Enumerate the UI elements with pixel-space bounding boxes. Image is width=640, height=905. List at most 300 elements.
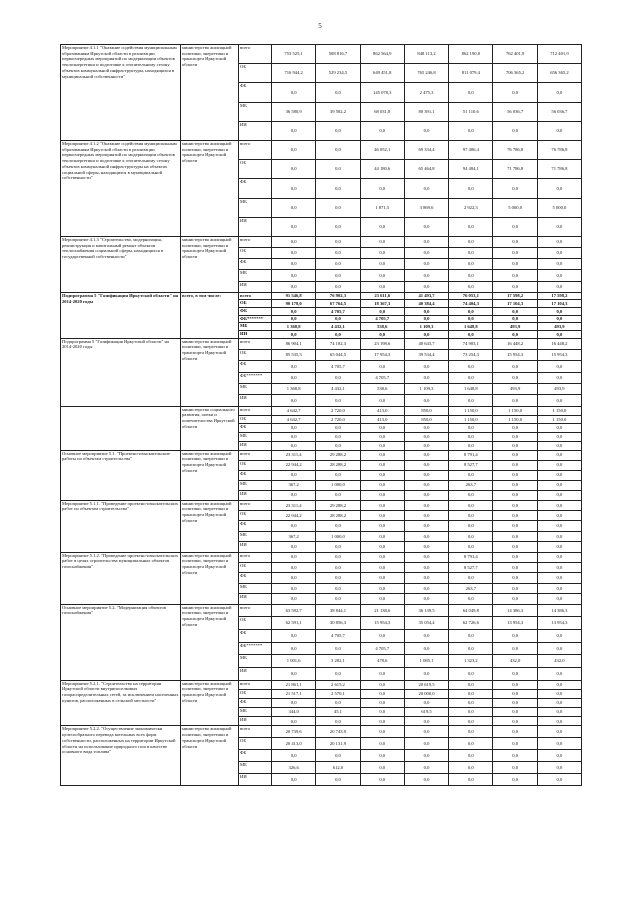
amount-cell: 0,0: [449, 433, 493, 442]
amount-cell: 0,0: [449, 179, 493, 198]
amount-cell: 20 739,6: [272, 726, 316, 738]
funding-source: ОБ: [239, 160, 272, 179]
amount-cell: 0,0: [272, 236, 316, 247]
amount-cell: 0,0: [360, 460, 404, 470]
amount-cell: 0,0: [360, 361, 404, 372]
amount-cell: 76 902,3: [316, 292, 360, 300]
amount-cell: 0,0: [404, 726, 448, 738]
amount-cell: 40 384,4: [404, 300, 448, 308]
amount-cell: 0,0: [360, 563, 404, 573]
amount-cell: 0,0: [404, 629, 448, 642]
amount-cell: 36 139,5: [404, 604, 448, 617]
funding-source: ИИ: [239, 441, 272, 450]
funding-source: ИИ: [239, 594, 272, 604]
amount-cell: 0,0: [404, 395, 448, 406]
amount-cell: 0,0: [316, 542, 360, 552]
funding-source: ФБ: [239, 83, 272, 102]
amount-cell: 0,0: [404, 511, 448, 521]
amount-cell: 0,0: [316, 315, 360, 323]
amount-cell: 0,0: [360, 433, 404, 442]
amount-cell: 4 432,1: [316, 384, 360, 395]
amount-cell: 8 791,4: [449, 450, 493, 460]
funding-source: ФБ: [239, 259, 272, 270]
amount-cell: 86 904,1: [272, 338, 316, 349]
amount-cell: 0,0: [449, 726, 493, 738]
amount-cell: 612,0: [316, 762, 360, 774]
amount-cell: 0,0: [360, 424, 404, 433]
funding-source: ОБ: [239, 415, 272, 424]
amount-cell: 413,0: [360, 415, 404, 424]
funding-source: ОБ: [239, 738, 272, 750]
amount-cell: 0,0: [493, 552, 537, 562]
funding-source: всего: [239, 236, 272, 247]
activity-name: [61, 406, 181, 450]
amount-cell: 0,0: [404, 542, 448, 552]
amount-cell: 0,0: [493, 750, 537, 762]
amount-cell: 0,0: [537, 315, 581, 323]
amount-cell: 0,0: [404, 179, 448, 198]
amount-cell: 0,0: [537, 717, 581, 726]
amount-cell: 0,0: [272, 698, 316, 707]
amount-cell: 0,0: [360, 717, 404, 726]
amount-cell: 0,0: [404, 521, 448, 531]
amount-cell: 0,0: [272, 563, 316, 573]
table-row: [61, 552, 582, 562]
table-row: [61, 338, 582, 349]
amount-cell: 56 036,7: [493, 102, 537, 121]
amount-cell: 0,0: [537, 698, 581, 707]
amount-cell: 0,0: [449, 717, 493, 726]
executor-name: министерство жилищной политики, энергетики и транспорта Иркутской области: [181, 236, 239, 292]
amount-cell: 97 406,4: [449, 140, 493, 159]
amount-cell: 0,0: [537, 531, 581, 541]
amount-cell: 1 648,8: [449, 384, 493, 395]
executor-name: министерство жилищной политики, энергетики и транспорта Иркутской области: [181, 680, 239, 726]
amount-cell: 0,0: [360, 680, 404, 689]
amount-cell: 0,0: [272, 433, 316, 442]
funding-source: ИИ: [239, 121, 272, 140]
amount-cell: 0,0: [272, 217, 316, 236]
amount-cell: 0,0: [537, 762, 581, 774]
amount-cell: 0,0: [404, 717, 448, 726]
funding-source: всего: [239, 604, 272, 617]
amount-cell: 0,0: [493, 308, 537, 316]
funding-source: всего: [239, 45, 272, 64]
amount-cell: 0,0: [360, 698, 404, 707]
amount-cell: 0,0: [449, 531, 493, 541]
amount-cell: 2 720,0: [316, 415, 360, 424]
amount-cell: 0,0: [272, 198, 316, 217]
table-row: [61, 406, 582, 415]
amount-cell: 0,0: [360, 281, 404, 292]
amount-cell: 1 000,0: [316, 480, 360, 490]
amount-cell: 0,0: [272, 395, 316, 406]
amount-cell: 0,0: [316, 121, 360, 140]
amount-cell: 0,0: [493, 236, 537, 247]
amount-cell: 0,0: [449, 236, 493, 247]
amount-cell: 8 527,7: [449, 563, 493, 573]
amount-cell: 0,0: [449, 667, 493, 680]
amount-cell: 0,0: [404, 433, 448, 442]
amount-cell: 20 743,9: [316, 726, 360, 738]
funding-source: ФБ: [239, 573, 272, 583]
amount-cell: 0,0: [493, 698, 537, 707]
amount-cell: 538,6: [360, 384, 404, 395]
amount-cell: 0,0: [404, 424, 448, 433]
amount-cell: 0,0: [272, 629, 316, 642]
amount-cell: 1 368,8: [272, 323, 316, 331]
amount-cell: 0,0: [537, 680, 581, 689]
amount-cell: 4 705,7: [316, 308, 360, 316]
amount-cell: 493,9: [493, 323, 537, 331]
amount-cell: 0,0: [493, 563, 537, 573]
amount-cell: 0,0: [316, 750, 360, 762]
amount-cell: 0,0: [316, 217, 360, 236]
funding-source: МБ: [239, 762, 272, 774]
amount-cell: 4 432,1: [316, 323, 360, 331]
amount-cell: 0,0: [316, 395, 360, 406]
amount-cell: 0,0: [360, 500, 404, 510]
funding-source: всего: [239, 552, 272, 562]
amount-cell: 0,0: [537, 542, 581, 552]
activity-name: Подпрограмма 5 "Газификация Иркутской области" на 2014-2020 годы: [61, 338, 181, 406]
amount-cell: 0,0: [404, 762, 448, 774]
amount-cell: 14 386,3: [537, 604, 581, 617]
amount-cell: 0,0: [493, 583, 537, 593]
funding-source: ИИ: [239, 717, 272, 726]
amount-cell: 4 705,7: [360, 315, 404, 323]
amount-cell: 0,0: [493, 179, 537, 198]
amount-cell: 0,0: [404, 236, 448, 247]
amount-cell: 0,0: [493, 531, 537, 541]
amount-cell: 344,0: [272, 708, 316, 717]
amount-cell: 0,0: [316, 433, 360, 442]
amount-cell: 0,0: [404, 490, 448, 500]
amount-cell: 0,0: [537, 361, 581, 372]
amount-cell: 0,0: [493, 667, 537, 680]
amount-cell: 367,2: [272, 531, 316, 541]
amount-cell: 21 517,1: [272, 689, 316, 698]
funding-source: всего: [239, 500, 272, 510]
amount-cell: 74 404,3: [449, 300, 493, 308]
amount-cell: 0,0: [316, 198, 360, 217]
amount-cell: 0,0: [360, 490, 404, 500]
amount-cell: 44 180,6: [360, 160, 404, 179]
amount-cell: 16 448,2: [493, 338, 537, 349]
amount-cell: 0,0: [360, 441, 404, 450]
amount-cell: 46 052,1: [360, 140, 404, 159]
amount-cell: 0,0: [449, 490, 493, 500]
amount-cell: 0,0: [537, 750, 581, 762]
amount-cell: 0,0: [537, 667, 581, 680]
amount-cell: 0,0: [493, 83, 537, 102]
amount-cell: 23 311,4: [272, 450, 316, 460]
amount-cell: 29 288,2: [316, 450, 360, 460]
amount-cell: 0,0: [404, 583, 448, 593]
amount-cell: 367,2: [272, 480, 316, 490]
amount-cell: 0,0: [537, 738, 581, 750]
activity-name: Мероприятие 4.1.1 "Оказание содействия муниципальным образованиям Иркутской области в реализации первоочередных мероприятий по модернизации объектов теплоэнергетики и подготовке к отопительному сезону объектов коммунальной инфраструктуры, находящихся в муниципальной собственности": [61, 45, 181, 141]
amount-cell: 0,0: [493, 315, 537, 323]
amount-cell: 0,0: [493, 738, 537, 750]
amount-cell: 0,0: [360, 308, 404, 316]
amount-cell: 1 368,8: [272, 384, 316, 395]
funding-source: всего: [239, 726, 272, 738]
amount-cell: 0,0: [537, 248, 581, 259]
amount-cell: 0,0: [404, 738, 448, 750]
amount-cell: 1 150,0: [449, 415, 493, 424]
budget-table: [60, 44, 582, 786]
amount-cell: 1 109,3: [404, 384, 448, 395]
funding-source: всего: [239, 680, 272, 689]
amount-cell: 0,0: [449, 708, 493, 717]
amount-cell: 0,0: [493, 433, 537, 442]
amount-cell: 0,0: [449, 441, 493, 450]
funding-source: ИИ: [239, 542, 272, 552]
amount-cell: 0,0: [449, 121, 493, 140]
amount-cell: 0,0: [272, 717, 316, 726]
amount-cell: 0,0: [537, 331, 581, 339]
amount-cell: 0,0: [449, 762, 493, 774]
funding-source: ФБ: [239, 361, 272, 372]
amount-cell: 0,0: [493, 542, 537, 552]
amount-cell: 0,0: [493, 441, 537, 450]
amount-cell: 0,0: [272, 121, 316, 140]
amount-cell: 0,0: [537, 179, 581, 198]
amount-cell: 0,0: [449, 83, 493, 102]
amount-cell: 1 109,3: [404, 323, 448, 331]
funding-source: ИИ: [239, 667, 272, 680]
amount-cell: 848 113,2: [404, 45, 448, 64]
amount-cell: 0,0: [537, 521, 581, 531]
amount-cell: 0,0: [360, 470, 404, 480]
amount-cell: 63 592,7: [272, 604, 316, 617]
funding-source: ИИ: [239, 774, 272, 786]
amount-cell: 0,0: [493, 594, 537, 604]
executor-name: министерство жилищной политики, энергетики и транспорта Иркутской области: [181, 726, 239, 786]
amount-cell: 0,0: [404, 450, 448, 460]
funding-source: ОБ: [239, 460, 272, 470]
amount-cell: 0,0: [360, 708, 404, 717]
amount-cell: 91 546,8: [272, 292, 316, 300]
amount-cell: 0,0: [493, 270, 537, 281]
amount-cell: 0,0: [272, 667, 316, 680]
amount-cell: 4 705,7: [360, 372, 404, 383]
amount-cell: 0,0: [316, 594, 360, 604]
activity-name: Мероприятие 5.2.1. "Строительство на территории Иркутской области внутрипоселковых газораспределительных сетей, за исключением населенных пунктов, расположенных в сельской местности": [61, 680, 181, 726]
amount-cell: 3 869,6: [404, 198, 448, 217]
amount-cell: 0,0: [537, 217, 581, 236]
amount-cell: 0,0: [404, 594, 448, 604]
amount-cell: 5 000,0: [537, 198, 581, 217]
amount-cell: 649 451,8: [360, 64, 404, 83]
amount-cell: 90 178,0: [272, 300, 316, 308]
amount-cell: 0,0: [537, 552, 581, 562]
amount-cell: 23 611,6: [360, 292, 404, 300]
amount-cell: 23 311,4: [272, 500, 316, 510]
amount-cell: 0,0: [360, 121, 404, 140]
amount-cell: 62 591,1: [272, 617, 316, 630]
amount-cell: 0,0: [449, 281, 493, 292]
amount-cell: 20 131,9: [316, 738, 360, 750]
funding-source: ФБ*******: [239, 372, 272, 383]
amount-cell: 0,0: [316, 573, 360, 583]
amount-cell: 0,0: [360, 726, 404, 738]
amount-cell: 0,0: [360, 236, 404, 247]
amount-cell: 716 944,2: [272, 64, 316, 83]
amount-cell: 0,0: [316, 160, 360, 179]
amount-cell: 765 246,8: [404, 64, 448, 83]
amount-cell: 38 844,1: [316, 604, 360, 617]
amount-cell: 0,0: [449, 521, 493, 531]
amount-cell: 0,0: [316, 470, 360, 480]
amount-cell: 0,0: [449, 642, 493, 655]
amount-cell: 0,0: [316, 583, 360, 593]
amount-cell: 0,0: [316, 140, 360, 159]
amount-cell: 0,0: [404, 750, 448, 762]
amount-cell: 0,0: [449, 361, 493, 372]
amount-cell: 18 367,3: [360, 300, 404, 308]
amount-cell: 65 464,8: [404, 160, 448, 179]
table-row: [61, 45, 582, 64]
amount-cell: 4 705,7: [360, 642, 404, 655]
amount-cell: 0,0: [272, 83, 316, 102]
amount-cell: 0,0: [537, 372, 581, 383]
amount-cell: 0,0: [449, 308, 493, 316]
funding-source: ОБ: [239, 511, 272, 521]
executor-name: всего, в том числе:: [181, 292, 239, 338]
amount-cell: 80 391,1: [404, 102, 448, 121]
amount-cell: 0,0: [493, 372, 537, 383]
amount-cell: 862 564,9: [360, 45, 404, 64]
amount-cell: 56 036,7: [537, 102, 581, 121]
amount-cell: 0,0: [449, 470, 493, 480]
amount-cell: 0,0: [360, 259, 404, 270]
amount-cell: 0,0: [272, 308, 316, 316]
amount-cell: 5 000,0: [493, 198, 537, 217]
amount-cell: 13 954,3: [493, 617, 537, 630]
funding-source: МБ: [239, 384, 272, 395]
funding-source: МБ: [239, 433, 272, 442]
amount-cell: 0,0: [272, 542, 316, 552]
amount-cell: 0,0: [493, 762, 537, 774]
amount-cell: 493,9: [493, 384, 537, 395]
amount-cell: 0,0: [272, 270, 316, 281]
amount-cell: 0,0: [493, 521, 537, 531]
amount-cell: 0,0: [537, 490, 581, 500]
amount-cell: 20 000,0: [404, 689, 448, 698]
amount-cell: 0,0: [272, 583, 316, 593]
amount-cell: 0,0: [272, 470, 316, 480]
amount-cell: 0,0: [449, 774, 493, 786]
amount-cell: 0,0: [360, 480, 404, 490]
amount-cell: 0,0: [360, 762, 404, 774]
amount-cell: 0,0: [537, 726, 581, 738]
amount-cell: 17 598,2: [537, 292, 581, 300]
executor-name: министерство жилищной политики, энергетики и транспорта Иркутской области: [181, 338, 239, 406]
amount-cell: 0,0: [404, 331, 448, 339]
amount-cell: 0,0: [493, 259, 537, 270]
amount-cell: 0,0: [404, 470, 448, 480]
amount-cell: 0,0: [316, 563, 360, 573]
amount-cell: 0,0: [537, 270, 581, 281]
funding-source: ОБ: [239, 617, 272, 630]
amount-cell: 0,0: [272, 372, 316, 383]
amount-cell: 1 871,5: [360, 198, 404, 217]
amount-cell: 2 720,0: [316, 406, 360, 415]
funding-source: ФБ: [239, 424, 272, 433]
executor-name: министерство жилищной политики, энергетики и транспорта Иркутской области: [181, 552, 239, 604]
amount-cell: 0,0: [316, 424, 360, 433]
amount-cell: 0,0: [316, 521, 360, 531]
amount-cell: 811 079,4: [449, 64, 493, 83]
amount-cell: 432,0: [537, 655, 581, 668]
amount-cell: 413,0: [360, 406, 404, 415]
amount-cell: 0,0: [493, 717, 537, 726]
amount-cell: 753 525,1: [272, 45, 316, 64]
amount-cell: 0,0: [449, 270, 493, 281]
amount-cell: 0,0: [449, 542, 493, 552]
amount-cell: 0,0: [404, 573, 448, 583]
amount-cell: 0,0: [537, 450, 581, 460]
funding-source: ИИ: [239, 395, 272, 406]
funding-source: ФБ*******: [239, 642, 272, 655]
funding-source: ОБ: [239, 248, 272, 259]
amount-cell: 0,0: [272, 179, 316, 198]
amount-cell: 478,6: [360, 655, 404, 668]
amount-cell: 0,0: [316, 270, 360, 281]
funding-source: ИИ: [239, 217, 272, 236]
amount-cell: 0,0: [272, 774, 316, 786]
amount-cell: 0,0: [360, 179, 404, 198]
amount-cell: 22 944,2: [272, 511, 316, 521]
funding-source: ФБ: [239, 629, 272, 642]
amount-cell: 0,0: [404, 372, 448, 383]
funding-source: всего: [239, 140, 272, 159]
amount-cell: 2 922,3: [449, 198, 493, 217]
amount-cell: 2 615,2: [316, 680, 360, 689]
funding-source: всего: [239, 292, 272, 300]
amount-cell: 0,0: [537, 708, 581, 717]
amount-cell: 1 085,1: [404, 655, 448, 668]
amount-cell: 14 386,3: [493, 604, 537, 617]
amount-cell: 69 334,4: [404, 140, 448, 159]
amount-cell: 0,0: [404, 248, 448, 259]
activity-name: Мероприятие 5.1.1. "Проведение проектно-изыскательских работ по объектам строительства": [61, 500, 181, 552]
amount-cell: 0,0: [449, 372, 493, 383]
activity-name: Мероприятие 5.2.2. "Осуществление экономически целесообразного перевода котельных всех форм собственности, расположенных на территории Иркутской области на использование природного газа в качестве основного вида топлива": [61, 726, 181, 786]
amount-cell: 0,0: [449, 629, 493, 642]
amount-cell: 1 150,0: [493, 415, 537, 424]
amount-cell: 850,0: [404, 415, 448, 424]
funding-source: ОБ: [239, 689, 272, 698]
executor-name: министерство жилищной политики, энергетики и транспорта Иркутской области: [181, 45, 239, 141]
funding-source: ОБ: [239, 563, 272, 573]
amount-cell: 0,0: [449, 689, 493, 698]
amount-cell: 0,0: [316, 372, 360, 383]
table-body: [61, 45, 582, 786]
activity-name: Мероприятие 4.1.3 "Строительство, модернизация, реконструкция и капитальный ремонт объектов теплоснабжения социальной сферы, находящихся в государственной собственности": [61, 236, 181, 292]
amount-cell: 0,0: [360, 667, 404, 680]
amount-cell: 0,0: [493, 331, 537, 339]
amount-cell: 0,0: [493, 217, 537, 236]
amount-cell: 0,0: [493, 281, 537, 292]
amount-cell: 8 791,4: [449, 552, 493, 562]
amount-cell: 74 182,3: [316, 338, 360, 349]
amount-cell: 0,0: [360, 248, 404, 259]
amount-cell: 17 598,2: [493, 292, 537, 300]
executor-name: министерство жилищной политики, энергетики и транспорта Иркутской области: [181, 450, 239, 500]
